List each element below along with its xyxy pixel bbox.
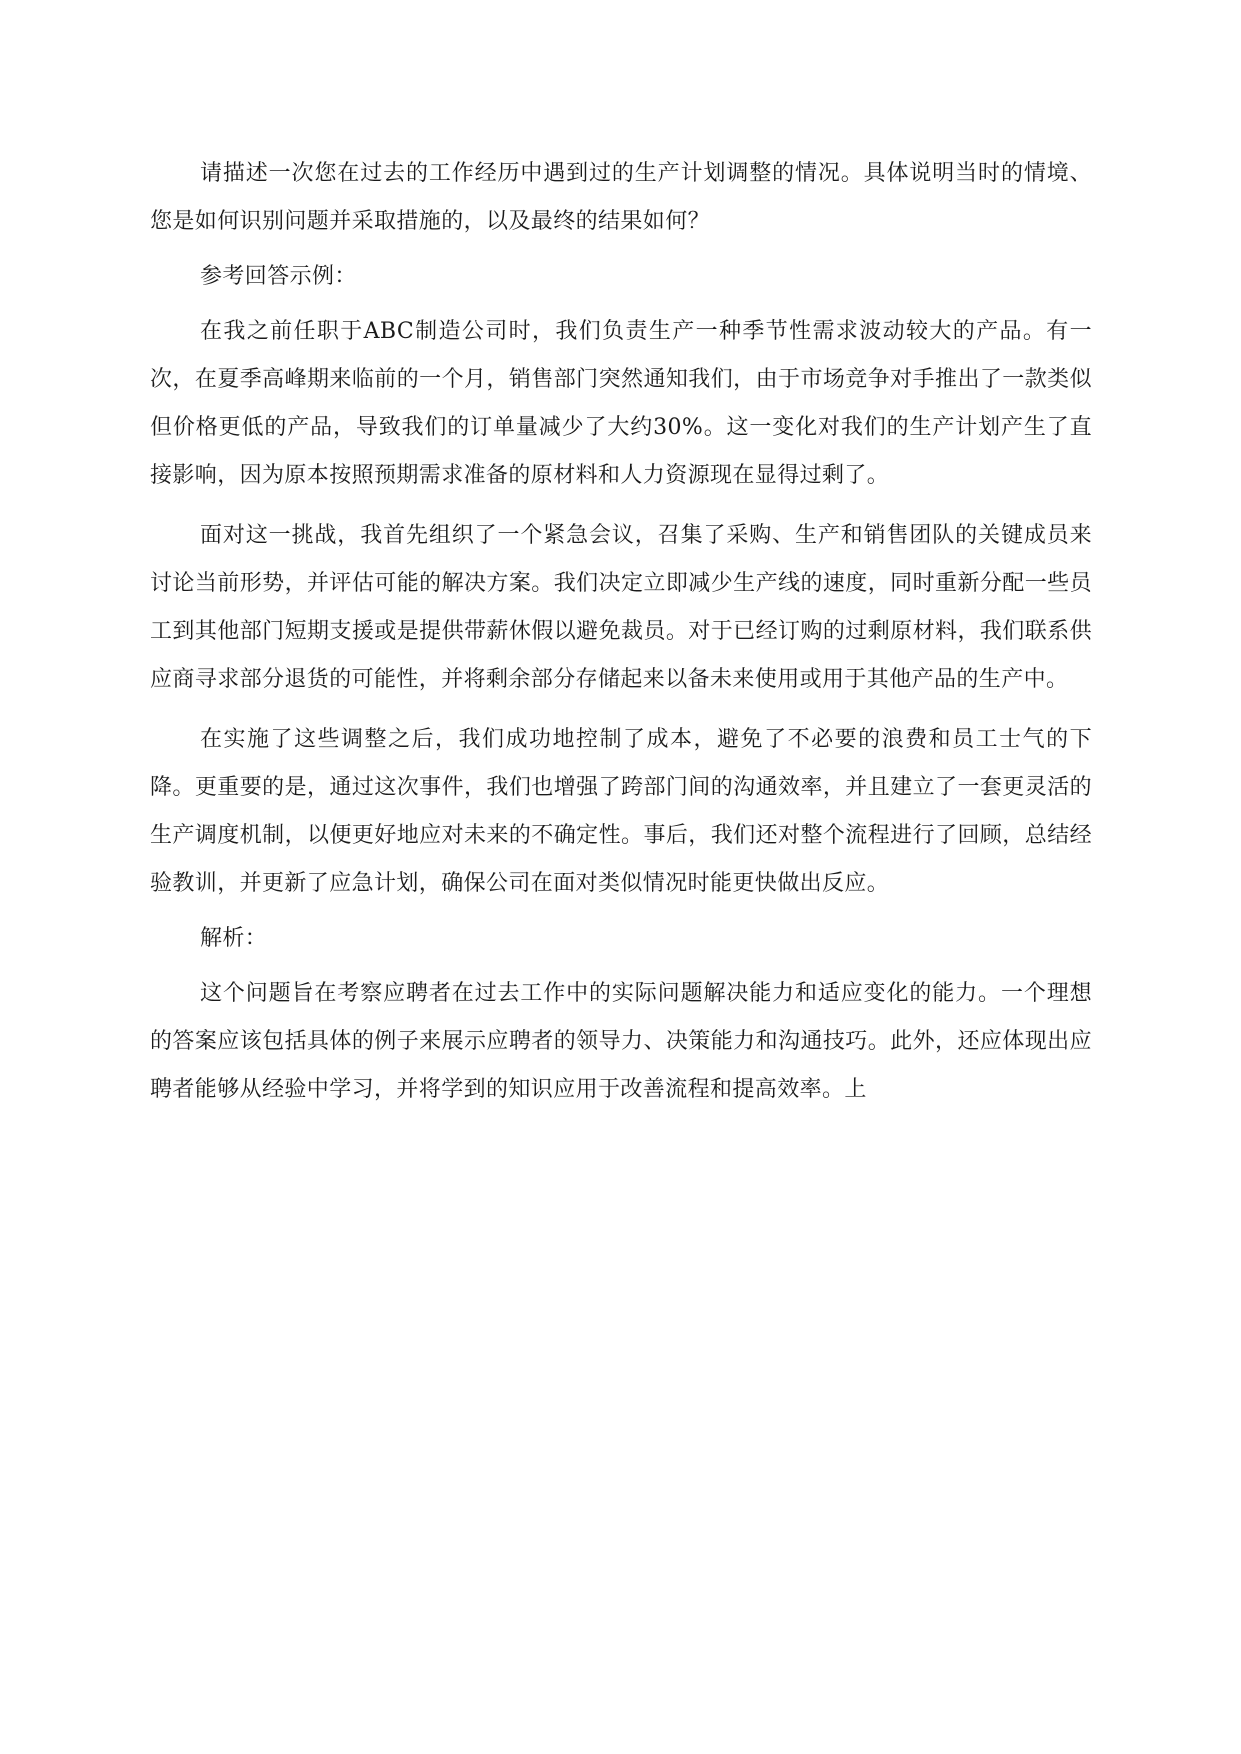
answer-paragraph-result: 在实施了这些调整之后，我们成功地控制了成本，避免了不必要的浪费和员工士气的下降。更重要的是，通过这次事件，我们也增强了跨部门间的沟通效率，并且建立了一套更灵活的生产调度机制，以便更好地应对未来的不确定性。事后，我们还对整个流程进行了回顾，总结经验教训，并更新了应急计划，确保公司在面对类似情况时能更快做出反应。 — [150, 727, 1092, 896]
answer-paragraph-situation: 在我之前任职于ABC制造公司时，我们负责生产一种季节性需求波动较大的产品。有一次，在夏季高峰期来临前的一个月，销售部门突然通知我们，由于市场竞争对手推出了一款类似但价格更低的产品，导致我们的订单量减少了大约30%。这一变化对我们的生产计划产生了直接影响，因为原本按照预期需求准备的原材料和人力资源现在显得过剩了。 — [150, 319, 1092, 488]
analysis-heading: 解析： — [200, 926, 268, 951]
question-paragraph: 请描述一次您在过去的工作经历中遇到过的生产计划调整的情况。具体说明当时的情境、您是如何识别问题并采取措施的，以及最终的结果如何？ — [150, 161, 1092, 234]
answer-paragraph-action: 面对这一挑战，我首先组织了一个紧急会议，召集了采购、生产和销售团队的关键成员来讨论当前形势，并评估可能的解决方案。我们决定立即减少生产线的速度，同时重新分配一些员工到其他部门短期支援或是提供带薪休假以避免裁员。对于已经订购的过剩原材料，我们联系供应商寻求部分退货的可能性，并将剩余部分存储起来以备未来使用或用于其他产品的生产中。 — [150, 523, 1092, 692]
analysis-paragraph: 这个问题旨在考察应聘者在过去工作中的实际问题解决能力和适应变化的能力。一个理想的答案应该包括具体的例子来展示应聘者的领导力、决策能力和沟通技巧。此外，还应体现出应聘者能够从经验中学习，并将学到的知识应用于改善流程和提高效率。上 — [150, 981, 1092, 1102]
document-page — [150, 150, 1092, 1114]
reference-answer-heading: 参考回答示例： — [200, 264, 357, 289]
